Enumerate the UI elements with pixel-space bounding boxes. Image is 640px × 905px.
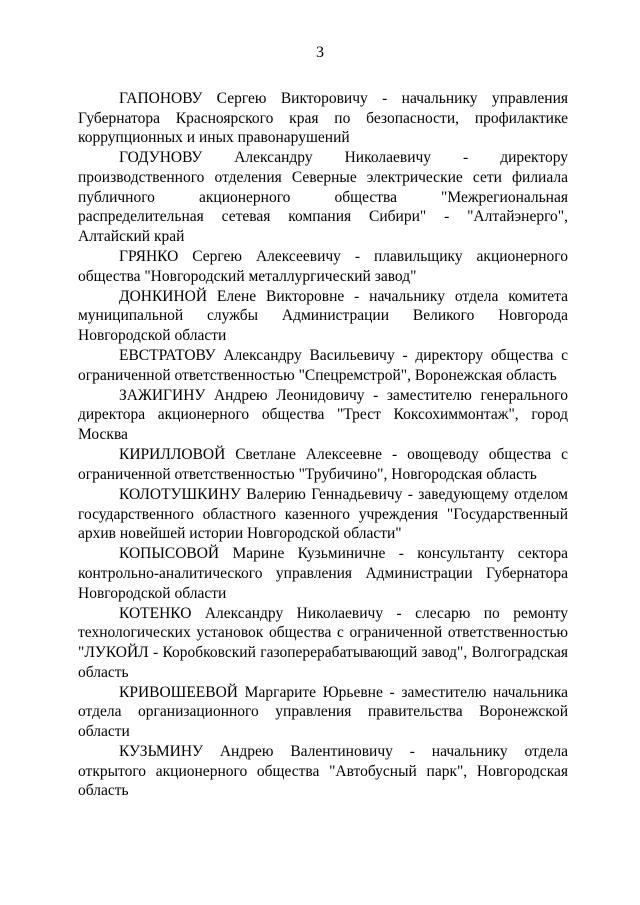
award-entry: КОПЫСОВОЙ Марине Кузьминичне - консультанту сектора контрольно-аналитического управления Администрации Губернатора Новгородской области xyxy=(78,545,568,602)
award-entry: ГАПОНОВУ Сергею Викторовичу - начальнику управления Губернатора Красноярского края по безопасности, профилактике коррупционных и иных правонарушений xyxy=(78,90,568,147)
award-entry: ЗАЖИГИНУ Андрею Леонидовичу - заместителю генерального директора акционерного общества "Трест Коксохиммонтаж", город Москва xyxy=(78,386,568,444)
award-list xyxy=(78,89,568,802)
award-entry: ГОДУНОВУ Александру Николаевичу - директору производственного отделения Северные электрические сети филиала публичного акционерного общества "Межрегиональная распределительная сетевая компания Сибири" - "Алтайэнерго", Алтайский край xyxy=(78,149,568,245)
award-entry: КРИВОШЕЕВОЙ Маргарите Юрьевне - заместителю начальника отдела организационного управления правительства Воронежской области xyxy=(78,683,568,740)
award-entry: КУЗЬМИНУ Андрею Валентиновичу - начальнику отдела открытого акционерного общества "Автобусный парк", Новгородская область xyxy=(78,743,568,800)
award-entry: КОТЕНКО Александру Николаевичу - слесарю по ремонту технологических установок общества с ограниченной ответственностью "ЛУКОЙЛ - Коробковский газоперерабатывающий завод", Волгоградская область xyxy=(78,604,568,681)
award-entry: КИРИЛЛОВОЙ Светлане Алексеевне - овощеводу общества с ограниченной ответственностью "Трубичино", Новгородская область xyxy=(78,446,568,483)
page-number: 3 xyxy=(316,44,324,61)
award-entry: ДОНКИНОЙ Елене Викторовне - начальнику отдела комитета муниципальной службы Администрации Великого Новгорода Новгородской области xyxy=(78,287,568,344)
award-entry: ГРЯНКО Сергею Алексеевичу - плавильщику акционерного общества "Новгородский металлургический завод" xyxy=(78,247,568,285)
award-entry: КОЛОТУШКИНУ Валерию Геннадьевичу - заведующему отделом государственного областного казенного учреждения "Государственный архив новейшей истории Новгородской области" xyxy=(78,486,568,543)
award-entry: ЕВСТРАТОВУ Александру Васильевичу - директору общества с ограниченной ответственностью "Спецремстрой", Воронежская область xyxy=(78,347,568,384)
